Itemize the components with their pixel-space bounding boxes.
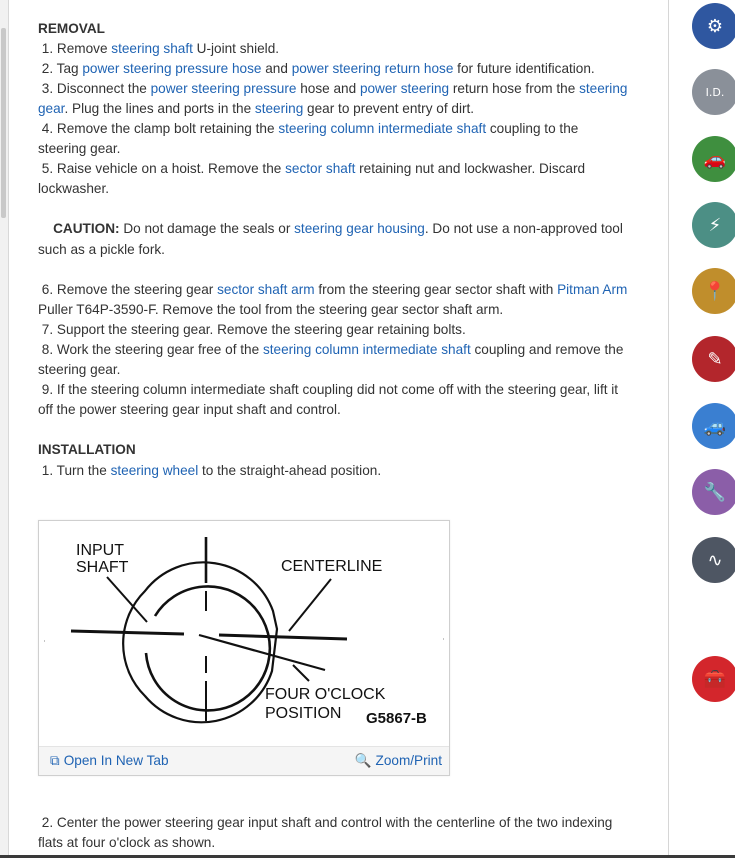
indexing-flats-diagram <box>39 521 449 747</box>
sidebar-location-button[interactable] <box>692 268 735 314</box>
link-sector-shaft-arm[interactable]: sector shaft arm <box>217 282 315 297</box>
sidebar-vehicle-id-button[interactable] <box>692 69 735 115</box>
sidebar-toolbox-button[interactable] <box>692 656 735 702</box>
link-power-steering[interactable]: power steering <box>359 81 450 96</box>
removal-step-9-cont: off the power steering gear input shaft and control. <box>38 402 341 417</box>
installation-step-1: 1. Turn the steering wheel to the straight-ahead position. <box>41 463 382 478</box>
sidebar-diagnostics-button[interactable] <box>692 202 735 248</box>
sidebar-maintenance-button[interactable] <box>692 3 735 49</box>
link-intermediate-shaft[interactable]: steering column intermediate shaft <box>278 121 487 136</box>
fig-label-position: POSITION <box>265 705 342 722</box>
diagnostics-icon: ⚡ <box>708 214 722 236</box>
link-steering-wheel[interactable]: steering wheel <box>110 463 199 478</box>
removal-step-8: 8. Work the steering gear free of the steering column intermediate shaft coupling and remove the <box>41 342 624 357</box>
tsb-icon: ✎ <box>707 348 723 370</box>
removal-step-3: 3. Disconnect the power steering pressure hose and power steering return hose from the steering <box>41 81 628 96</box>
installation-step-2-cont: flats at four o'clock as shown. <box>38 835 216 850</box>
fig-code: G5867-B <box>366 710 427 727</box>
removal-step-3-cont: gear. Plug the lines and ports in the steering gear to prevent entry of dirt. <box>38 101 475 116</box>
caution-note-cont: such as a pickle fork. <box>38 242 165 257</box>
figure-toolbar <box>39 746 449 775</box>
sidebar-wiring-button[interactable] <box>692 537 735 583</box>
link-ps-pressure[interactable]: power steering pressure <box>150 81 297 96</box>
link-steering-gear-housing[interactable]: steering gear housing <box>294 221 425 236</box>
caution-note: CAUTION: Do not damage the seals or steering gear housing. Do not use a non-approved tool <box>53 221 623 236</box>
diagram-four-leader <box>293 665 309 681</box>
open-tab-icon: ⧉ <box>50 753 60 768</box>
scrollbar-thumb[interactable] <box>1 28 6 218</box>
figure-panel <box>38 520 450 776</box>
removal-step-1: 1. Remove steering shaft U-joint shield. <box>41 41 280 56</box>
link-steering-shaft[interactable]: steering shaft <box>111 41 193 56</box>
diagram-centerline-leader <box>289 579 331 631</box>
link-steering[interactable]: steering <box>254 101 304 116</box>
fig-label-input: INPUT <box>76 542 124 559</box>
removal-heading: REMOVAL <box>38 21 105 36</box>
removal-step-4-cont: steering gear. <box>38 141 121 156</box>
zoom-print-link[interactable]: 🔍 Zoom/Print <box>354 753 442 768</box>
tools-icon: 🔧 <box>703 481 727 503</box>
installation-heading: INSTALLATION <box>38 442 136 457</box>
removal-step-2: 2. Tag power steering pressure hose and power steering return hose for future identification. <box>41 61 595 76</box>
diagram-right-flat <box>219 635 347 639</box>
removal-step-6-cont: Puller T64P-3590-F. Remove the tool from the steering gear sector shaft arm. <box>38 302 504 317</box>
removal-step-8-cont: steering gear. <box>38 362 121 377</box>
diagram-four-oclock-line <box>199 635 325 670</box>
vehicle-id-icon: I.D. <box>705 85 725 99</box>
removal-step-7: 7. Support the steering gear. Remove the steering gear retaining bolts. <box>41 322 466 337</box>
link-intermediate-shaft-2[interactable]: steering column intermediate shaft <box>262 342 471 357</box>
link-pitman-arm[interactable]: Pitman Arm <box>557 282 628 297</box>
zoom-icon: 🔍 <box>354 753 372 768</box>
fig-label-shaft: SHAFT <box>76 559 129 576</box>
link-steering-gear-b[interactable]: gear <box>38 101 65 116</box>
link-steering-gear-a[interactable]: steering <box>579 81 628 96</box>
link-ps-pressure-hose[interactable]: power steering pressure hose <box>82 61 262 76</box>
removal-step-5: 5. Raise vehicle on a hoist. Remove the sector shaft retaining nut and lockwasher. Discard <box>41 161 586 176</box>
repair-icon: 🚙 <box>703 415 727 437</box>
removal-step-4: 4. Remove the clamp bolt retaining the steering column intermediate shaft coupling to the <box>41 121 579 136</box>
vehicle-service-icon: 🚗 <box>703 148 727 170</box>
installation-step-2: 2. Center the power steering gear input shaft and control with the centerline of the two indexing <box>41 815 613 830</box>
fig-label-centerline: CENTERLINE <box>281 558 383 575</box>
link-sector-shaft[interactable]: sector shaft <box>285 161 356 176</box>
left-scrollbar[interactable] <box>0 0 9 858</box>
maintenance-icon: ⚙ <box>706 15 724 37</box>
sidebar-vehicle-service-button[interactable] <box>692 136 735 182</box>
diagram-input-leader <box>107 577 147 622</box>
removal-step-5-cont: lockwasher. <box>38 181 110 196</box>
sidebar-tsb-button[interactable] <box>692 336 735 382</box>
diagram-left-flat <box>71 631 184 634</box>
sidebar-repair-button[interactable] <box>692 403 735 449</box>
sidebar-tools-button[interactable] <box>692 469 735 515</box>
toolbox-icon: 🧰 <box>703 668 727 690</box>
fig-label-four: FOUR O'CLOCK <box>265 686 386 703</box>
wiring-icon: ∿ <box>707 549 723 571</box>
divider <box>668 0 669 858</box>
link-ps-return-hose[interactable]: power steering return hose <box>291 61 454 76</box>
removal-step-9: 9. If the steering column intermediate shaft coupling did not come off with the steering gear, lift it <box>41 382 619 397</box>
location-icon: 📍 <box>703 280 727 302</box>
removal-step-6: 6. Remove the steering gear sector shaft arm from the steering gear sector shaft with Pitman Arm <box>41 282 628 297</box>
open-new-tab-link[interactable]: ⧉ Open In New Tab <box>50 753 169 768</box>
